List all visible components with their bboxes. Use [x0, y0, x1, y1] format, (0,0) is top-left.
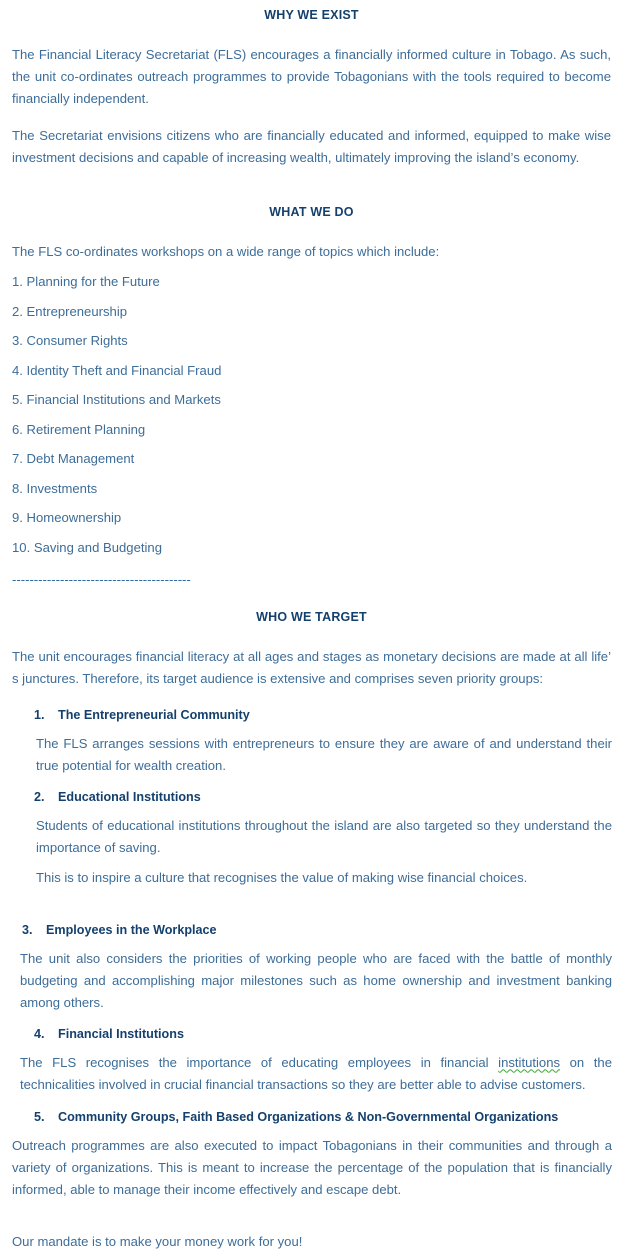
list-item: 1. Planning for the Future: [12, 274, 160, 290]
target-group-body-4: [0, 1052, 623, 1096]
dashed-divider: -----------------------------------------: [12, 572, 191, 588]
target-group-number: 1.: [34, 707, 45, 722]
spacer: [0, 111, 623, 125]
paragraph-why-we-exist-1: The Financial Literacy Secretariat (FLS) encourages a financially informed culture in Tobago. As such, the unit co-ordinates outreach programmes to provide Tobagonians with the tools required to become financially independent.: [12, 47, 611, 107]
target-group-title: Employees in the Workplace: [46, 922, 217, 937]
spacer: [0, 725, 623, 733]
target-group-body-3: The unit also considers the priorities of working people who are faced with the battle of monthly budgeting and accomplishing major milestones such as home ownership and investment banking among others.: [20, 950, 612, 1011]
target-group-number: 3.: [22, 922, 33, 937]
target-group-heading-4: [0, 1024, 623, 1044]
target-group-title: Educational Institutions: [58, 790, 201, 805]
target-group-heading-2: [0, 787, 623, 807]
target-group-heading-3: [0, 920, 623, 940]
list-item: 4. Identity Theft and Financial Fraud: [12, 362, 222, 378]
target-group-number: 4.: [34, 1027, 45, 1042]
workshop-topic-list: [0, 271, 623, 559]
target-group-title: Community Groups, Faith Based Organizations & Non-Governmental Organizations: [58, 1109, 559, 1124]
target-group-body-4-after: on the technicalities involved in crucial financial transactions so they are better able to advise customers.: [20, 1055, 613, 1093]
section-heading-why-we-exist: WHY WE EXIST: [264, 8, 359, 22]
spacer: [0, 691, 623, 705]
spacer: [0, 890, 623, 920]
spacer: [0, 169, 623, 205]
list-item: 5. Financial Institutions and Markets: [12, 392, 221, 408]
section-heading-what-we-do: WHAT WE DO: [269, 205, 354, 220]
target-group-body-2-extra: This is to inspire a culture that recognises the value of making wise financial choices.: [36, 870, 528, 886]
paragraph-what-we-do-intro: The FLS co-ordinates workshops on a wide range of topics which include:: [12, 244, 440, 260]
list-item: 8. Investments: [12, 480, 98, 496]
target-group-body-4-before: The FLS recognises the importance of educating employees in financial: [20, 1055, 499, 1071]
list-item: 9. Homeownership: [12, 510, 122, 526]
spacer: [0, 0, 623, 8]
list-item: 7. Debt Management: [12, 451, 135, 467]
target-group-number: 2.: [34, 790, 45, 805]
spacer: [0, 1097, 623, 1107]
list-item: 3. Consumer Rights: [12, 333, 128, 349]
spacer: [0, 219, 623, 241]
target-group-heading-5: [0, 1107, 623, 1127]
target-group-heading-1: [0, 705, 623, 725]
target-group-body-5: Outreach programmes are also executed to impact Tobagonians in their communities and through a variety of organizations. This is meant to increase the percentage of the population that is financially informed, able to manage their income effectively and escape debt.: [12, 1137, 612, 1198]
spacer: [0, 624, 623, 646]
list-item: 10. Saving and Budgeting: [12, 539, 162, 555]
spacer: [0, 1201, 623, 1231]
target-group-number: 5.: [34, 1109, 45, 1124]
paragraph-who-we-target-intro: The unit encourages financial literacy at all ages and stages as monetary decisions are made at all life’ s junctures. Therefore, its target audience is extensive and comprises seven priority groups:: [12, 649, 611, 687]
spacer: [0, 22, 623, 44]
paragraph-why-we-exist-2: The Secretariat envisions citizens who are financially educated and informed, equipped to make wise investment decisions and capable of increasing wealth, ultimately improving the island’s economy.: [12, 127, 611, 165]
spacer: [0, 1014, 623, 1024]
spellcheck-flagged-word: institutions: [498, 1055, 561, 1071]
spacer: [0, 940, 623, 948]
spacer: [0, 859, 623, 867]
section-heading-who-we-target: WHO WE TARGET: [256, 610, 367, 625]
spacer: [0, 1044, 623, 1052]
spacer: [0, 263, 623, 271]
target-group-title: Financial Institutions: [58, 1027, 184, 1042]
list-item: 6. Retirement Planning: [12, 421, 146, 437]
target-group-body-2: Students of educational institutions throughout the island are also targeted so they understand the importance of saving.: [36, 818, 612, 856]
spacer: [0, 777, 623, 787]
target-group-body-1: The FLS arranges sessions with entrepreneurs to ensure they are aware of and understand their true potential for wealth creation.: [36, 735, 612, 773]
target-group-title: The Entrepreneurial Community: [58, 707, 250, 722]
spacer: [0, 1127, 623, 1135]
spacer: [0, 588, 623, 610]
closing-statement: Our mandate is to make your money work for you!: [12, 1234, 303, 1250]
list-item: 2. Entrepreneurship: [12, 303, 128, 319]
spacer: [0, 807, 623, 815]
